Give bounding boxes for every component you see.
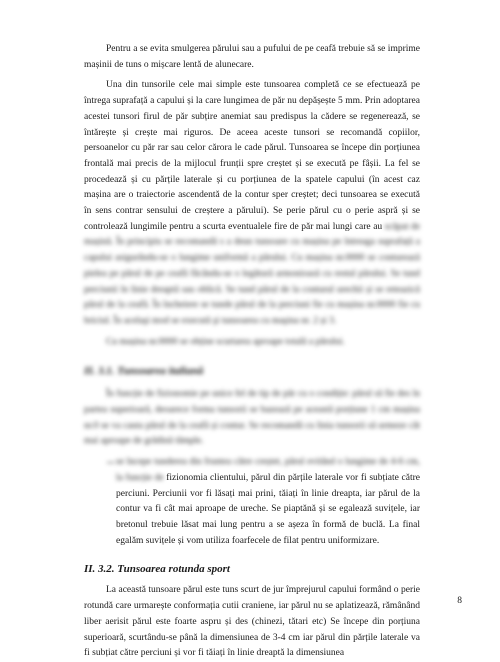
paragraph-italian-intro: În funcție de fizionomie pe unice fel de tip de păr cu o condiție: părul să fie des în partea superioară, deoarece forma tunsorii se bazează pe această porțiune 1 cm mașina nr.0 se va cauta părul de la ceafă și contur. Se recomandă cu linia tunsorii să urmeze cât mai aproape de grădină tâmple. xyxy=(84,389,420,447)
bullet-item xyxy=(84,455,420,549)
paragraph-italian-steps: se începe tunderea din fruntea către creștet, părul evitând o lungime de 4-6 cm, la funcție de fizionomia clientului, părul din părțile laterale vor fi subțiate către perciuni. Perciunii vor fi lăsați mai prini, tăiați în linie dreapta, iar părul de la contur va fi cât mai aproape de ureche. Se piaptănă și se egalează suvițele, iar bretonul trebuie lăsat mai lung pentru a se așeza în formă de buclă. La final egalăm suvițele și vom utiliza foarfecele de filat pentru uniformizare. xyxy=(116,457,421,546)
paragraph-full-cut: Una din tunsorile cele mai simple este tunsoarea completă ce se efectuează pe întrega suprafață a capului și la care lungimea de păr nu depășește 5 mm. Prin adoptarea acestei tunsori firul de păr subțire anemiat sau predispus la cădere se regenerează, se întărește și crește mai riguros. De aceea aceste tunsori se recomandă copiilor, persoanelor cu păr rar sau celor cărora le cade părul. Tunsoarea se începe din porțiunea frontală mai precis de la mijlocul frunții spre creștet și se execută pe fâșii. La fel se procedează și cu părțile laterale și cu porțiunea de la spatele capului (în acest caz mașina are o traiectorie ascendentă de la contur sper creștet; deci tunsoarea se execută în sens contrar sensului de creștere a părului). Se perie părul cu o perie aspră și se controlează lungimile pentru a scurta eventualele fire de păr mai lungi care au scăpat de mașină. În principiu se recomandă s a deun tunsoare cu mașina pe întreaga suprafață a capului asigurându-se o lungime uniformă a părului. Cu mașina nr.0000 se conturează pielea pe părul de pe ceafă fâcându-se o legătură armonioasă cu restul părului. Se tund perciunii în linie dreaptă sau oblică. Se tund părul de la conturul urechii și se reteazică părul de la ceafă. În încheiere se tunde părul de la perciuni fie cu mașina nr.0000 fie cu briciul. În acelaşi mod se execută şi tunsoarea cu maşina nr. 2 și 3. xyxy=(84,80,420,326)
paragraph-machine-note: Cu mașina nr.0000 se obține scurtarea aproape totală a părului. xyxy=(106,336,345,347)
heading-italian-cut: II. 3.1. Tunsoarea italiană xyxy=(84,365,204,378)
bullet-dash: − xyxy=(106,455,116,473)
paragraph-full-cut-wrapper xyxy=(84,78,420,329)
page-number: 8 xyxy=(457,596,462,606)
paragraph-intro: Pentru a se evita smulgerea părului sau a pufului de pe ceafă trebuie să se imprime mașinii de tuns o mișcare lentă de alunecare. xyxy=(84,44,420,70)
heading-round-sport-cut: II. 3.2. Tunsoarea rotunda sport xyxy=(84,563,230,576)
page-body xyxy=(84,42,420,662)
paragraph-round-sport: La această tunsoare părul este tuns scurt de jur împrejurul capului formând o perie rotundă care urmarește conformația cutii craniene, iar părul nu se aplatizează, rămânând liber aerisit părul este foarte aspru și des (chinezi, tătari etc) Se începe din porțiuna superioară, scurtându-se până la dimensiunea de 3-4 cm iar părul din părțile laterale va fi subțiat către perciuni și vor fi tăiați în linie dreaptă la dimensiunea xyxy=(84,585,420,659)
